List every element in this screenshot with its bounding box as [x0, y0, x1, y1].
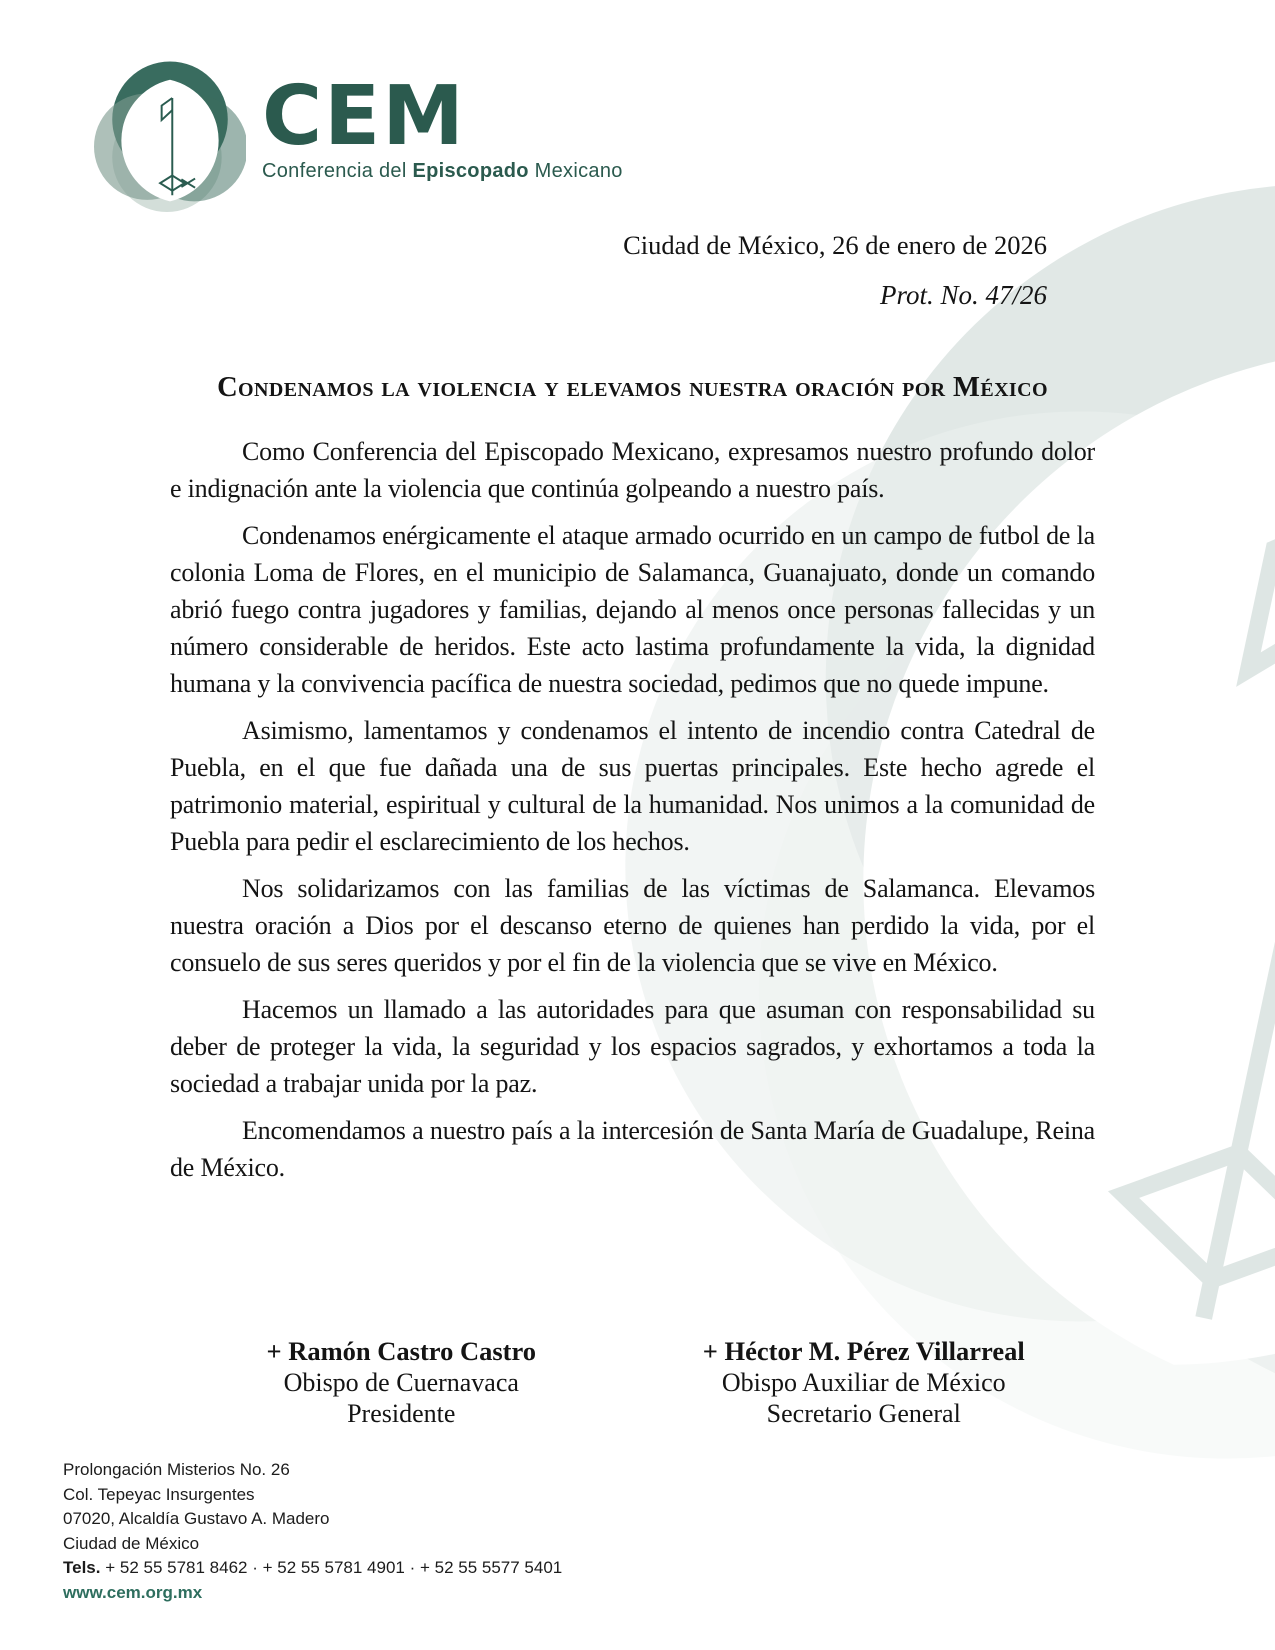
- signature-block-president: [170, 1336, 633, 1429]
- address-line: Prolongación Misterios No. 26: [63, 1460, 290, 1479]
- address-line: Col. Tepeyac Insurgentes: [63, 1484, 255, 1504]
- dateline: Ciudad de México, 26 de enero de 2026: [623, 230, 1047, 260]
- address-line: 07020, Alcaldía Gustavo A. Madero: [63, 1509, 330, 1528]
- signature-role: Obispo Auxiliar de México: [721, 1368, 1006, 1397]
- cem-acronym: CEM: [262, 69, 466, 164]
- signatures: [170, 1336, 1095, 1429]
- tagline-bold: Episcopado: [412, 159, 529, 182]
- paragraph: Encomendamos a nuestro país a la intercesión de Santa María de Guadalupe, Reina de México.: [170, 1116, 1095, 1182]
- paragraph: Como Conferencia del Episcopado Mexicano, expresamos nuestro profundo dolor e indignación ante la violencia que continúa golpeando a nuestro país.: [170, 437, 1095, 503]
- cem-logo: [94, 58, 623, 214]
- signature-block-secretary: [633, 1336, 1096, 1429]
- protocol-number: Prot. No. 47/26: [879, 280, 1047, 310]
- tels-line: [63, 1556, 562, 1581]
- signature-name: + Ramón Castro Castro: [266, 1336, 537, 1366]
- website-link[interactable]: www.cem.org.mx: [63, 1582, 203, 1602]
- cem-crozier-icon: [94, 58, 246, 214]
- letter-title: Condenamos la violencia y elevamos nuestra oración por México: [217, 372, 1048, 403]
- signature-role: Obispo de Cuernavaca: [283, 1368, 519, 1397]
- signature-role: Secretario General: [766, 1399, 961, 1428]
- address-line: Ciudad de México: [63, 1533, 200, 1553]
- cem-tagline: [262, 160, 623, 183]
- paragraph: Condenamos enérgicamente el ataque armado ocurrido en un campo de futbol de la colonia Loma de Flores, en el municipio de Salamanca, Guanajuato, donde un comando abrió fuego contra jugadores y familias, dejando al menos once personas fallecidas y un número considerable de heridos. Este acto lastima profundamente la vida, la dignidad humana y la convivencia pacífica de nuestra sociedad, pedimos que no quede impune.: [170, 521, 1095, 698]
- letter-body: [170, 433, 1095, 1196]
- footer: [63, 1458, 562, 1605]
- paragraph: Asimismo, lamentamos y condenamos el intento de incendio contra Catedral de Puebla, en el que fue dañada una de sus puertas principales. Este hecho agrede el patrimonio material, espiritual y cultural de la humanidad. Nos unimos a la comunidad de Puebla para pedir el esclarecimiento de los hechos.: [170, 716, 1095, 856]
- paragraph: Nos solidarizamos con las familias de las víctimas de Salamanca. Elevamos nuestra oración a Dios por el descanso eterno de quienes han perdido la vida, por el consuelo de sus seres queridos y por el fin de la violencia que se vive en México.: [170, 874, 1095, 977]
- website-line: [63, 1581, 562, 1606]
- tels-numbers: + 52 55 5781 8462 · + 52 55 5781 4901 · + 52 55 5577 5401: [100, 1558, 563, 1577]
- tagline-suffix: Mexicano: [528, 159, 623, 182]
- cem-logo-text: [262, 58, 623, 183]
- signature-name: + Héctor M. Pérez Villarreal: [702, 1336, 1025, 1366]
- paragraph: Hacemos un llamado a las autoridades para que asuman con responsabilidad su deber de proteger la vida, la seguridad y los espacios sagrados, y exhortamos a toda la sociedad a trabajar unida por la paz.: [170, 995, 1095, 1098]
- tagline-prefix: Conferencia del: [262, 159, 413, 182]
- tels-label: Tels.: [63, 1558, 101, 1577]
- signature-role: Presidente: [347, 1399, 456, 1428]
